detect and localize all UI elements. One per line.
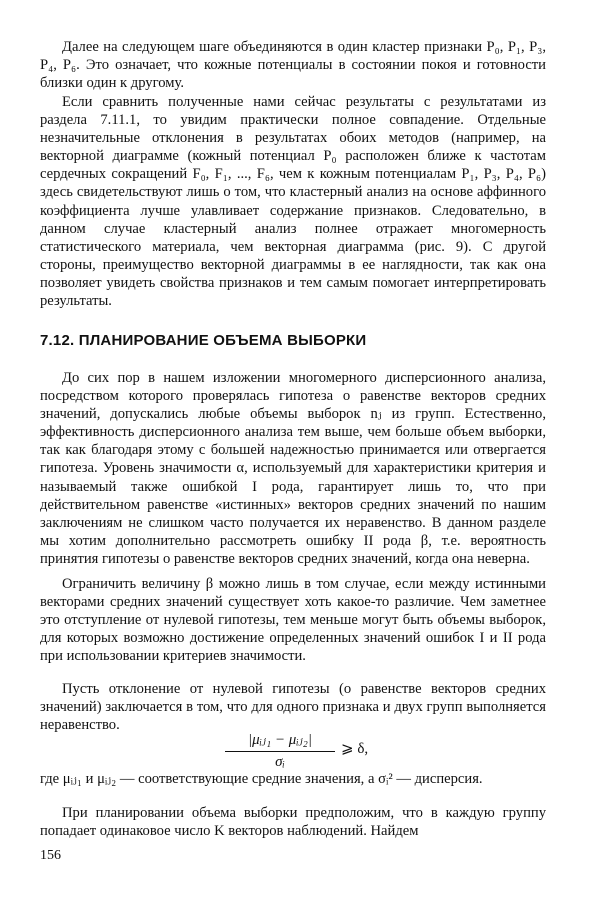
page-number: 156 bbox=[40, 848, 61, 863]
section-heading: 7.12. ПЛАНИРОВАНИЕ ОБЪЕМА ВЫБОРКИ bbox=[40, 332, 367, 349]
paragraph-intro-anova: До сих пор в нашем изложении многомерного дисперсионного анализа, посредством которого проверялась гипотеза о равенстве векторов средних значений, допускались любые объемы выборок nⱼ из групп. Естественно, эффективность дисперсионного анализа тем выше, чем больше объем выборки, так как благодаря этому с большей надежностью принимается или отвергается гипотеза. Уровень значимости α, используемый для характеристики критерия и называемый также ошибкой I рода, гарантирует лишь то, что при действительном равенстве «истинных» векторов средних значений по нашим заключениям не слишком часто получается их неравенство. В данном разделе мы хотим дополнительно рассмотреть ошибку II рода β, т.е. вероятность принятия гипотезы о равенстве векторов средних значений, когда она неверна. bbox=[40, 370, 546, 567]
formula-relation: ⩾ δ, bbox=[341, 741, 369, 757]
formula-denominator: σᵢ bbox=[275, 754, 285, 770]
paragraph-deviation: Пусть отклонение от нулевой гипотезы (о равенстве векторов средних значений) заключается в том, что для одного признака и двух групп выполняется неравенство. bbox=[40, 681, 546, 734]
inequality-formula bbox=[225, 730, 425, 772]
paragraph-comparison: Если сравнить полученные нами сейчас результаты с результатами из раздела 7.11.1, то увидим практически полное совпадение. Отдельные незначительные отклонения в результатах обоих методов (например, на векторной диаграмме (кожный потенциал P₀ расположен ближе к частотам сердечных сокращений F₀, F₁, ..., F₆, чем к кожным потенциалам P₁, P₃, P₄, P₆) здесь свидетельствуют лишь о том, что кластерный анализ на основе аффинного коэффициента лучше улавливает содержание признаков. Следовательно, в данном случае кластерный анализ полнее отражает многомерность статистического материала, чем векторная диаграмма (рис. 9). С другой стороны, преимущество векторной диаграммы в ее наглядности, так как она позволяет увидеть свойства признаков и тем самым помогает интерпретировать результаты. bbox=[40, 94, 546, 310]
formula-numerator: |μᵢⱼ₁ − μᵢⱼ₂| bbox=[225, 730, 335, 752]
paragraph-cluster-merge: Далее на следующем шаге объединяются в один кластер признаки P₀, P₁, P₃, P₄, P₆. Это означает, что кожные потенциалы в состоянии покоя и готовности близки один к другому. bbox=[40, 39, 546, 92]
paragraph-formula-explanation: где μᵢⱼ₁ и μᵢⱼ₂ — соответствующие средние значения, а σᵢ² — дисперсия. bbox=[40, 771, 483, 787]
formula-fraction bbox=[225, 730, 335, 771]
paragraph-beta-limit: Ограничить величину β можно лишь в том случае, если между истинными векторами средних значений существует хоть какое-то различие. Чем заметнее это отступление от нулевой гипотезы, тем меньше могут быть объемы выборок, для которых возможно достижение определенных значений ошибок I и II рода при использовании критериев значимости. bbox=[40, 576, 546, 665]
paragraph-sample-planning: При планировании объема выборки предположим, что в каждую группу попадает одинаковое число K векторов наблюдений. Найдем bbox=[40, 805, 546, 840]
